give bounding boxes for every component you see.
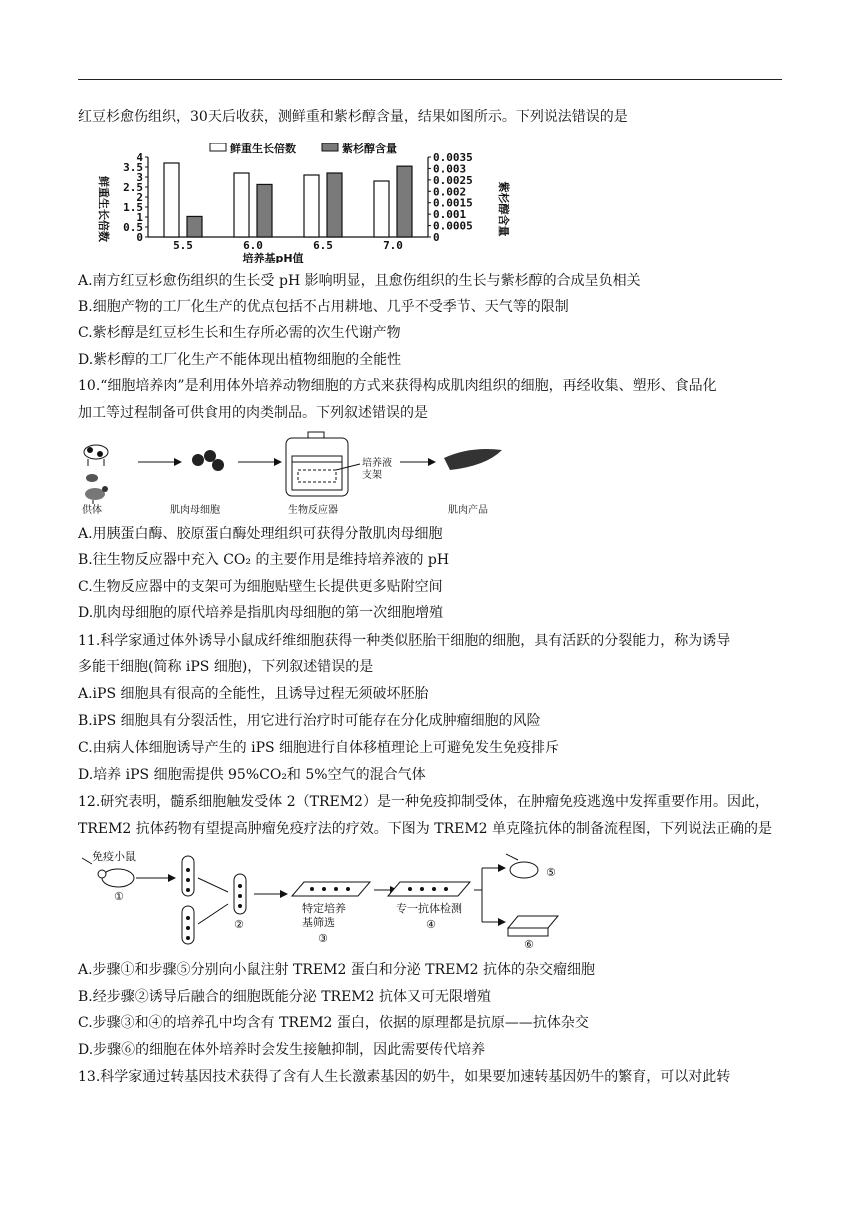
label-myoblast: 肌肉母细胞 — [170, 505, 220, 516]
bioreactor-icon — [286, 432, 348, 496]
syringe-icon — [82, 858, 92, 864]
q11-stem-line-2: 多能干细胞(简称 iPS 细胞)，下列叙述错误的是 — [78, 659, 374, 675]
step-2: ② — [234, 918, 244, 931]
legend-swatch-fresh-weight — [210, 143, 226, 151]
y-tick-label: 1.5 — [123, 201, 143, 214]
screening-plate-icon — [292, 882, 370, 896]
label-bioreactor: 生物反应器 — [288, 505, 338, 516]
label-meat-product: 肌肉产品 — [448, 505, 488, 516]
label-antibody-detection: 专一抗体检测 — [396, 902, 462, 915]
q10-stem-line-2: 加工等过程制备可供食用的肉类制品。下列叙述错误的是 — [78, 405, 428, 421]
q9-option-a: A.南方红豆杉愈伤组织的生长受 pH 影响明显，且愈伤组织的生长与紫杉醇的合成呈负相关 — [78, 273, 641, 289]
x-tick-label: 5.5 — [173, 239, 193, 252]
y2-tick-label: 0.0035 — [433, 151, 473, 164]
y-tick-label: 3 — [136, 171, 143, 184]
label-donor: 供体 — [82, 505, 102, 516]
y2-tick-label: 0 — [433, 231, 440, 244]
q10-stem-line-1: 10.“细胞培养肉”是利用体外培养动物细胞的方式来获得构成肌肉组织的细胞，再经收集、塑形、食品化 — [78, 378, 717, 394]
myoblast-cells-icon — [192, 450, 224, 471]
q12-stem-line-2: TREM2 抗体药物有望提高肿瘤免疫疗法的疗效。下图为 TREM2 单克隆抗体的制备流程图，下列说法正确的是 — [78, 821, 773, 837]
q10-option-a: A.用胰蛋白酶、胶原蛋白酶处理组织可获得分散肌肉母细胞 — [78, 526, 443, 542]
step-4: ④ — [426, 918, 436, 931]
detection-plate-icon — [388, 882, 470, 896]
legend-label-taxol: 紫杉醇含量 — [342, 143, 397, 155]
y-tick-label: 4 — [136, 151, 143, 164]
bar-taxol — [327, 173, 342, 237]
q12-option-a: A.步骤①和步骤⑤分别向小鼠注射 TREM2 蛋白和分泌 TREM2 抗体的杂交瘤细胞 — [78, 962, 596, 978]
q10-option-b: B.往生物反应器中充入 CO₂ 的主要作用是维持培养液的 pH — [78, 552, 450, 568]
step-5: ⑤ — [546, 866, 556, 879]
q10-option-d: D.肌肉母细胞的原代培养是指肌肉母细胞的第一次细胞增殖 — [78, 605, 444, 621]
label-screen-2: 基筛选 — [302, 916, 335, 929]
y-tick-label: 0.5 — [123, 221, 143, 234]
ph-bar-chart — [78, 143, 518, 263]
mouse-injection-icon — [510, 862, 538, 878]
y2-axis-label: 紫杉醇含量 — [497, 181, 510, 237]
header-rule — [78, 79, 782, 80]
bar-fresh-weight — [234, 173, 249, 237]
bar-fresh-weight — [164, 163, 179, 237]
meat-product-icon — [444, 449, 502, 470]
q9-option-d: D.紫杉醇的工厂化生产不能体现出植物细胞的全能性 — [78, 352, 402, 368]
cultured-meat-diagram — [78, 430, 518, 516]
y-tick-label: 1 — [136, 211, 143, 224]
y2-tick-label: 0.0005 — [433, 219, 473, 233]
bar-taxol — [397, 166, 412, 237]
y2-tick-label: 0.001 — [433, 208, 467, 222]
monoclonal-antibody-flowchart — [78, 848, 578, 948]
y2-tick-label: 0.0015 — [433, 196, 473, 210]
step-6: ⑥ — [524, 938, 534, 948]
culture-dish-icon — [508, 916, 558, 928]
bar-taxol — [187, 216, 202, 237]
q11-stem-line-1: 11.科学家通过体外诱导小鼠成纤维细胞获得一种类似胚胎干细胞的细胞，具有活跃的分裂能力，称为诱导 — [78, 633, 731, 649]
q12-stem-line-1: 12.研究表明，髓系细胞触发受体 2（TREM2）是一种免疫抑制受体，在肿瘤免疫逃逸中发挥重要作用。因此， — [78, 794, 769, 810]
q9-option-b: B.细胞产物的工厂化生产的优点包括不占用耕地、几乎不受季节、天气等的限制 — [78, 299, 569, 315]
bar-fresh-weight — [304, 175, 319, 237]
q9-option-c: C.紫杉醇是红豆杉生长和生存所必需的次生代谢产物 — [78, 325, 401, 341]
q10-option-c: C.生物反应器中的支架可为细胞贴壁生长提供更多贴附空间 — [78, 579, 443, 595]
x-tick-label: 7.0 — [383, 239, 403, 252]
q11-option-d: D.培养 iPS 细胞需提供 95%CO₂和 5%空气的混合气体 — [78, 767, 426, 783]
donor-animals-icon — [84, 445, 108, 504]
q11-option-b: B.iPS 细胞具有分裂活性，用它进行治疗时可能存在分化成肿瘤细胞的风险 — [78, 713, 541, 729]
arrow-2-head — [274, 458, 282, 466]
q11-option-c: C.由病人体细胞诱导产生的 iPS 细胞进行自体移植理论上可避免发生免疫排斥 — [78, 740, 560, 756]
arrow-to-fusion-1 — [198, 878, 228, 892]
q11-option-a: A.iPS 细胞具有很高的全能性，且诱导过程无须破坏胚胎 — [78, 686, 429, 702]
y2-tick-label: 0.002 — [433, 185, 467, 199]
x-axis-label: 培养基pH值 — [242, 252, 304, 263]
q12-option-d: D.步骤⑥的细胞在体外培养时会发生接触抑制，因此需要传代培养 — [78, 1042, 486, 1058]
q12-option-c: C.步骤③和④的培养孔中均含有 TREM2 蛋白，依据的原理都是抗原——抗体杂交 — [78, 1015, 589, 1031]
step-1: ① — [114, 890, 124, 903]
x-tick-label: 6.5 — [313, 239, 333, 252]
arrow-3-head — [428, 458, 436, 466]
legend-swatch-taxol — [322, 143, 338, 151]
step-3: ③ — [318, 932, 328, 945]
arrow-1-head — [174, 458, 182, 466]
q13-stem-line-1: 13.科学家通过转基因技术获得了含有人生长激素基因的奶牛，如果要加速转基因奶牛的繁育，可以对此转 — [78, 1069, 731, 1085]
legend-label-fresh-weight: 鲜重生长倍数 — [230, 143, 296, 155]
y-tick-label: 2.5 — [123, 181, 143, 194]
label-scaffold: 支架 — [362, 470, 382, 481]
y-axis-label: 鲜重生长倍数 — [97, 176, 110, 242]
label-screen-1: 特定培养 — [302, 902, 346, 915]
y2-tick-label: 0.0025 — [433, 173, 473, 187]
y-tick-label: 0 — [136, 231, 143, 244]
chart-plot — [123, 151, 473, 252]
mouse-icon — [102, 869, 134, 887]
x-tick-label: 6.0 — [243, 239, 263, 252]
y-tick-label: 2 — [136, 191, 143, 204]
q9-stem-line: 红豆杉愈伤组织，30天后收获，测鲜重和紫杉醇含量，结果如图所示。下列说法错误的是 — [78, 109, 628, 125]
chart-legend — [210, 143, 397, 155]
y-tick-label: 3.5 — [123, 161, 143, 174]
bar-taxol — [257, 184, 272, 237]
bar-fresh-weight — [374, 181, 389, 237]
y2-tick-label: 0.003 — [433, 162, 467, 176]
arrow-to-fusion-2 — [198, 904, 228, 924]
label-culture-medium: 培养液 — [362, 458, 392, 469]
label-immune-mouse: 免疫小鼠 — [92, 850, 136, 863]
q12-option-b: B.经步骤②诱导后融合的细胞既能分泌 TREM2 抗体又可无限增殖 — [78, 989, 491, 1005]
